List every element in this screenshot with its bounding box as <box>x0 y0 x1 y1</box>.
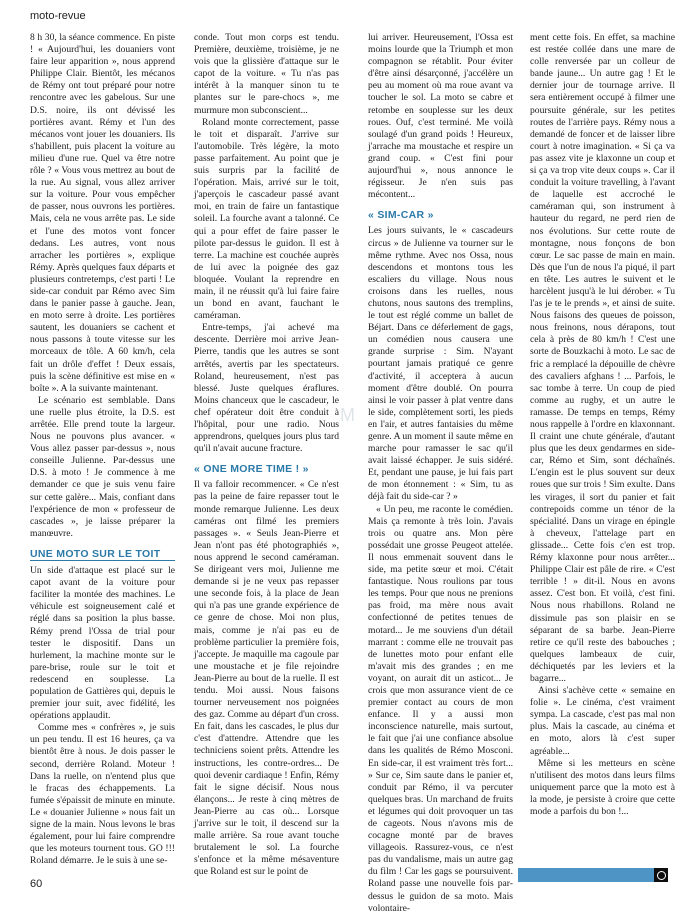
paragraph: Comme mes « confrères », je suis un peu tendu. Il est 16 heures, ça va bientôt être à nous. Je dois passer le second, derrière Roland. Moteur ! Dans la ruelle, on n'entend plus que le fracas des échappements. La fumée s'épaissit de minute en minute. Le « douanier Julienne » nous fait un signe de la main. Nous levons le bras également, pour lui faire comprendre que les moteurs tournent tous. GO !!! Roland démarre. Je le suis à une se- <box>30 722 175 867</box>
paragraph: Entre-temps, j'ai achevé ma descente. Derrière moi arrive Jean-Pierre, tandis que les autres se sont arrêtés, avertis par les spectateurs. Roland, heureusement, n'est pas blessé. Juste quelques éraflures. Moins chanceux que le cascadeur, le chef opérateur doit être conduit à l'hôpital, pour une radio. Nous apprendrons, quelques jours plus tard qu'il n'avait aucune fracture. <box>194 322 339 455</box>
column-3 <box>368 32 513 914</box>
paragraph: lui arriver. Heureusement, l'Ossa est moins lourde que la Triumph et mon compagnon se rétablit. Pour éviter d'être ainsi désarçonné, j'accélère un peu au moment où ma roue avant va toucher le sol. La moto se cabre et retombe en souplesse sur les deux roues. Ouf, c'est terminé. Me voilà soulagé d'un grand poids ! Heureux, j'arrache ma moustache et respire un grand coup. « C'est fini pour aujourd'hui », nous annonce le régisseur. Je n'en suis pas mécontent... <box>368 32 513 201</box>
paragraph: Un side d'attaque est placé sur le capot avant de la voiture pour faciliter la montée des machines. Le véhicule est soigneusement calé et réglé dans sa position la plus basse. Rémy prend l'Ossa de trial pour tester le dispositif. Dans un hurlement, la machine monte sur le pare-brise, roule sur le toit et redescend en souplesse. La population de Gattières qui, depuis le premier jour suit, avec fidélité, les opérations applaudit. <box>30 565 175 722</box>
paragraph: Même si les metteurs en scène n'utilisent des motos dans leurs films uniquement parce que la moto est à la mode, je persiste à croire que cette mode a parfois du bon !... <box>530 757 675 817</box>
page-number: 60 <box>30 878 43 890</box>
section-heading: UNE MOTO SUR LE TOIT <box>30 548 175 561</box>
paragraph: ment cette fois. En effet, sa machine est restée collée dans une mare de colle renversée par un colleur de bande jaune... Un autre gag ! Et le dernier jour de tournage arrive. Il sera entièrement occupé à filmer une poursuite générale, sur les petites routes de l'arrière pays. Rémy nous a demandé de foncer et de laisser libre court à notre imagination. « Si ça va pas assez vite je klaxonne un coup et si ça va trop vite deux coups ». Car il conduit la voiture travelling, à l'avant de laquelle est accroché le caméraman qui, son instrument à hauteur du regard, ne perd rien de nos évolutions. Sur cette route de montagne, nous fonçons de bon cœur. Le sac passe de main en main. Dès que l'un de nous l'a piqué, il part en tête. Les autres le suivent et le harcèlent jusqu'à le lui dérober. « Tu l'as je te le prends », et ainsi de suite. Nous faisons des queues de poisson, nous freinons, nous dérapons, tout cela à près de 80 km/h ! C'est une sorte de Bouzkachi à moto. Le sac de fric a remplacé la dépouille de chèvre des cavaliers afghans ! ... Parfois, le sac tombe à terre. Un coup de pied comme au rugby, et un autre le ramasse. De temps en temps, Rémy nous rappelle à l'ordre en klaxonnant. Il craint une chute générale, d'autant plus que les deux gendarmes en side-car, Rémo et Sim, sont déchaînés. L'engin est le plus souvent sur deux roues que sur trois ! Sim exulte. Dans les virages, il sort du panier et fait contrepoids comme un ténor de la spécialité. Dans un virage en épingle à cheveux, l'attelage part en glissade... Cette fois c'en est trop. Rémy klaxonne pour nous arrêter... Philippe Clair est pâle de rire. « C'est terrible ! » dit-il. Nous en avons assez. C'est bon. Et voilà, c'est fini. Nous nous rhabillons. Roland ne dissimule pas son plaisir en se séparant de sa barbe. Jean-Pierre retire ce qu'il reste des babouches ; quelques lambeaux de cuir, déchiquetés par les leviers et la bagarre... <box>530 32 675 684</box>
column-2 <box>194 32 339 878</box>
section-heading: « SIM-CAR » <box>368 209 434 222</box>
column-1 <box>30 32 175 872</box>
article-end-bar <box>518 868 668 882</box>
paragraph: « Un peu, me raconte le comédien. Mais ça remonte à très loin. J'avais trois ou quatre ans. Mon père possédait une grosse Peugeot attelée. Il nous emmenait souvent dans le side, ma petite sœur et moi. C'était fantastique. Nous roulions par tous les temps. Pour que nous ne prenions pas froid, ma mère nous avait confectionné de petites tenues de motard... Je me souviens d'un détail marrant : comme elle ne trouvait pas de lunettes moto pour enfant elle m'avait mis des grandes ; en me voyant, on aurait dit un asticot... Je crois que mon assurance vient de ce premier contact au cours de mon enfance. Il y a aussi mon inconscience naturelle, mais surtout, le fait que j'ai une confiance absolue dans les qualités de Rémo Mosconi. En side-car, il est vraiment très fort... » Sur ce, Sim saute dans le panier et, conduit par Rémo, il va percuter quelques bras. Un marchand de fruits et légumes qui doit provoquer un tas de cageots. Nous n'avons mis de cocagne monté par de braves villageois. Rassurez-vous, ce n'est pas du vandalisme, mais un autre gag du film ! Car les gags se poursuivent. Roland passe une nouvelle fois par-dessus le guidon de sa moto. Mais volontaire- <box>368 503 513 914</box>
paragraph: 8 h 30, la séance commence. En piste ! « Aujourd'hui, les douaniers vont faire leur apparition », nous apprend Philippe Clair. Bientôt, les mécanos de Rémy ont tout préparé pour notre rencontre avec les gabelous. Sur une D.S. noire, ils ont dévissé les portières avant. Rémy et l'un des mécanos vont jouer les douaniers. Ils s'habillent, puis placent la voiture au milieu d'une rue. Quel va être notre rôle ? « Vous vous mettrez au bout de la rue. Au signal, vous allez arriver sur la voiture. Pour vous empêcher de passer, nous ouvrons les portières. Mais, cela ne vous arrête pas. Le side et l'une des motos vont foncer dedans. Les autres, vont nous arracher les portières », explique Rémy. Après quelques faux départs et plusieurs contretemps, c'est parti ! Le side-car conduit par Rémo avec Sim dans le panier passe à gauche. Jean, en moto serre à droite. Les portières sautent, les douaniers se cachent et nous passons à toute vitesse sur les morceaux de tôle. A 60 km/h, cela fait un drôle d'effet ! Deux essais, puis la scène définitive est mise en « boîte ». A la suivante maintenant. <box>30 32 175 394</box>
paragraph: Ainsi s'achève cette « semaine en folie ». Le cinéma, c'est vraiment sympa. La cascade, c'est pas mal non plus. Mais la cascade, au cinéma et en moto, alors là c'est super agréable... <box>530 685 675 757</box>
paragraph: Les jours suivants, le « cascadeurs circus » de Julienne va tourner sur le même rythme. Avec nos Ossa, nous descendons et montons tous les escaliers du village. Nous nous croisons dans les ruelles, nous chutons, nous sautons des tremplins, le tout est réglé comme un ballet de Béjart. Dans ce déferlement de gags, un comédien nous causera une grande surprise : Sim. N'ayant pourtant jamais pratiqué ce genre d'activité, il acceptera à aucun moment d'être doublé. On pourra ainsi le voir passer à plat ventre dans le side, complètement sorti, les pieds en l'air, et autres fantaisies du même genre. A un moment il saute même en marche pour ramasser le sac qu'il avait laissé échapper. Je suis sidéré. Et, pendant une pause, je lui fais part de mon étonnement : « Sim, tu as déjà fait du side-car ? » <box>368 225 513 503</box>
paragraph: conde. Tout mon corps est tendu. Première, deuxième, troisième, je ne vois que la glissière d'attaque sur le capot de la voiture. « Tu n'as pas intérêt à la manquer sinon tu te plantes sur le pare-chocs », me murmure mon subconscient... <box>194 32 339 116</box>
end-mark-icon <box>654 868 668 882</box>
watermark-logo: M <box>340 405 357 425</box>
paragraph: Roland monte correctement, passe le toit et disparaît. J'arrive sur l'automobile. Très légère, la moto passe parfaitement. Au point que je suis surpris par la facilité de l'opération. Mais, arrivé sur le toit, j'aperçois le cascadeur passé avant moi, en train de faire un fantastique soleil. La fourche avant a talonné. Ce qui a pour effet de faire passer le pilote par-dessus le guidon. Il est à terre. La machine est couchée auprès de lui avec la poignée des gaz bloquée. Voulant la reprendre en main, il ne réussit qu'à lui faire faire un bond en avant, fauchant le caméraman. <box>194 116 339 322</box>
magazine-header: moto-revue <box>30 10 86 22</box>
section-heading: « ONE MORE TIME ! » <box>194 463 309 476</box>
paragraph: Il va falloir recommencer. « Ce n'est pas la peine de faire repasser tout le monde remarque Julienne. Les deux caméras ont filmé les premiers passages ». « Seuls Jean-Pierre et Jean n'ont pas été photographiés », nous apprend le second caméraman. Se dirigeant vers moi, Julienne me demande si je ne veux pas repasser une seconde fois, à la place de Jean qui n'a pas une grande expérience de ce genre de chose. Moi non plus, mais, comme je n'ai pas eu de problème particulier la première fois, j'accepte. Je maquille ma cagoule par une moustache et je file rejoindre Jean-Pierre au bout de la ruelle. Il est tendu. Moi aussi. Nous faisons tourner nerveusement nos poignées des gaz. Comme au départ d'un cross. En fait, dans les cascades, le plus dur c'est d'attendre. Attendre que les techniciens soient prêts. Attendre les instructions, les contre-ordres... De quoi devenir cardiaque ! Enfin, Rémy fait le signe décisif. Nous nous élançons... Je reste à cinq mètres de Jean-Pierre au cas où... Lorsque j'arrive sur le toit, il descend sur la malle arrière. Sa roue avant touche brutalement le sol. La fourche s'enfonce et la même mésaventure que Roland est sur le point de <box>194 479 339 878</box>
paragraph: Le scénario est semblable. Dans une ruelle plus étroite, la D.S. est arrêtée. Elle prend toute la largeur. Nous ne pouvons plus avancer. « Vous allez passer par-dessus », nous conseille Julienne. Par-dessus une D.S. à moto ! Je commence à me demander ce que je suis venu faire sur cette galère... Mais, confiant dans l'expérience de mon « professeur de cascades », je laisse préparer la manœuvre. <box>30 394 175 539</box>
column-4 <box>530 32 675 872</box>
